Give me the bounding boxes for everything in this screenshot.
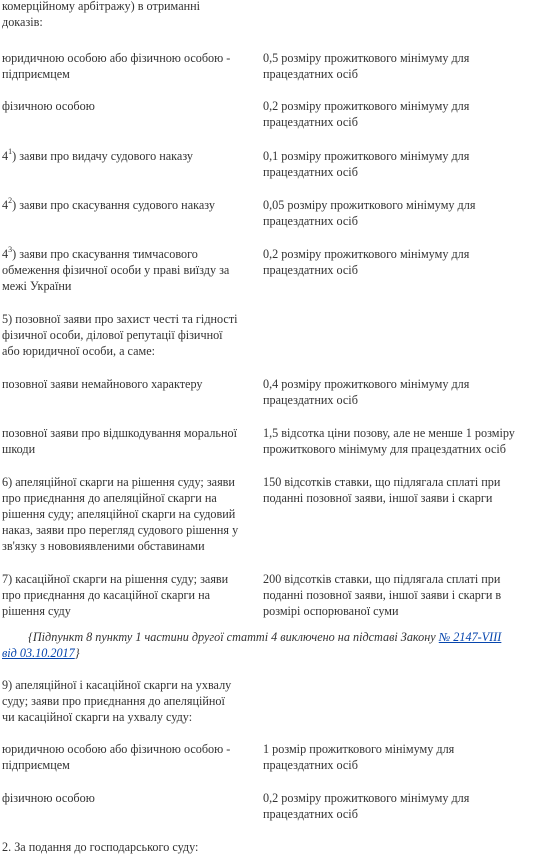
row-11-left-line-0: 9) апеляційної і касаційної скарги на ухвалу xyxy=(2,678,232,692)
row-12-left-line-0: юридичною особою або фізичною особою - xyxy=(2,742,231,756)
row-10-left xyxy=(2,571,228,619)
row-11-left xyxy=(2,677,231,725)
row-3-right xyxy=(263,148,469,180)
row-8-left-line-1: шкоди xyxy=(2,442,36,456)
row-7-right-line-1: працездатних осіб xyxy=(263,393,358,407)
row-9-left-line-2: рішення суду; апеляційної скарги на судовий xyxy=(2,507,236,521)
row-5-left xyxy=(2,246,229,294)
row-9-left xyxy=(2,474,238,554)
row-3-left-text: заяви про видачу судового наказу xyxy=(19,149,193,163)
row-4-superscript: 2 xyxy=(8,196,13,205)
row-5-left-text: заяви про скасування тимчасового xyxy=(19,247,198,261)
row-6-left xyxy=(2,311,238,359)
amendment-note-line-2 xyxy=(2,646,80,660)
row-4-number: 4 xyxy=(2,198,9,212)
row-4-left-line-0: $4^2$) заяви про скасування судового наказу xyxy=(2,196,215,212)
row-10-right-line-1: поданні позовної заяви, іншої заяви і скарги в xyxy=(263,588,502,602)
amendment-note xyxy=(2,629,552,661)
row-5-right-line-1: працездатних осіб xyxy=(263,263,358,277)
row-1-left-line-1: підприємцем xyxy=(2,67,70,81)
row-8-left-line-0: позовної заяви про відшкодування моральної xyxy=(2,426,237,440)
row-4-right-line-1: працездатних осіб xyxy=(263,214,358,228)
row-2-right xyxy=(263,98,469,130)
row-5-right-line-0: 0,2 розміру прожиткового мінімуму для xyxy=(263,247,470,261)
amendment-note-close: } xyxy=(74,646,80,660)
row-13-right xyxy=(263,790,469,822)
row-4-right-line-0: 0,05 розміру прожиткового мінімуму для xyxy=(263,198,476,212)
row-12-right-line-0: 1 розмір прожиткового мінімуму для xyxy=(263,742,455,756)
row-1-right xyxy=(263,50,469,82)
row-7-right xyxy=(263,376,469,408)
row-7-left xyxy=(2,376,203,392)
row-4-left-text: заяви про скасування судового наказу xyxy=(19,198,215,212)
row-0-left-line-0: комерційному арбітражу) в отриманні xyxy=(2,0,201,13)
row-5-left-line-1: обмеження фізичної особи у праві виїзду за xyxy=(2,263,230,277)
amendment-note-text: {Підпункт 8 пункту 1 частини другої статті 4 виключено на підставі Закону xyxy=(28,630,439,644)
row-8-right xyxy=(263,425,515,457)
row-10-right-line-0: 200 відсотків ставки, що підлягала сплаті при xyxy=(263,572,501,586)
row-9-left-line-4: зв'язку з нововиявленими обставинами xyxy=(2,539,205,553)
row-8-right-line-0: 1,5 відсотка ціни позову, але не менше 1 розміру xyxy=(263,426,515,440)
row-3-number: 4 xyxy=(2,149,9,163)
row-13-left xyxy=(2,790,95,806)
row-9-left-line-0: 6) апеляційної скарги на рішення суду; заяви xyxy=(2,475,235,489)
row-0-left xyxy=(2,0,200,30)
row-2-left-line-0: фізичною особою xyxy=(2,99,95,113)
row-3-right-line-1: працездатних осіб xyxy=(263,165,358,179)
row-11-left-line-1: суду; заяви про приєднання до апеляційної xyxy=(2,694,225,708)
row-12-left-line-1: підприємцем xyxy=(2,758,70,772)
row-5-right xyxy=(263,246,469,278)
row-9-left-line-1: про приєднання до апеляційної скарги на xyxy=(2,491,217,505)
row-13-right-line-1: працездатних осіб xyxy=(263,807,358,821)
row-4-left xyxy=(2,197,215,213)
row-5-left-line-2: межі України xyxy=(2,279,72,293)
row-5-left-line-0: $4^3$) заяви про скасування тимчасового xyxy=(2,245,198,261)
row-13-right-line-0: 0,2 розміру прожиткового мінімуму для xyxy=(263,791,470,805)
row-5-number: 4 xyxy=(2,247,9,261)
row-2-right-line-0: 0,2 розміру прожиткового мінімуму для xyxy=(263,99,470,113)
row-9-right-line-0: 150 відсотків ставки, що підлягала сплаті при xyxy=(263,475,501,489)
row-8-right-line-1: прожиткового мінімуму для працездатних осіб xyxy=(263,442,507,456)
row-7-left-line-0: позовної заяви немайнового характеру xyxy=(2,377,203,391)
row-3-left xyxy=(2,148,193,164)
row-12-right-line-1: працездатних осіб xyxy=(263,758,358,772)
row-3-right-line-0: 0,1 розміру прожиткового мінімуму для xyxy=(263,149,470,163)
row-8-left xyxy=(2,425,237,457)
row-3-superscript: 1 xyxy=(8,147,13,156)
row-6-left-line-1: фізичної особи, ділової репутації фізичної xyxy=(2,328,223,342)
row-12-right xyxy=(263,741,454,773)
row-5-superscript: 3 xyxy=(8,245,13,254)
law-date-link[interactable]: від 03.10.2017 xyxy=(2,646,75,660)
row-2-left xyxy=(2,98,95,114)
row-1-right-line-1: працездатних осіб xyxy=(263,67,358,81)
row-9-right-line-1: поданні позовної заяви, іншої заяви і скарги xyxy=(263,491,493,505)
row-10-left-line-0: 7) касаційної скарги на рішення суду; заяви xyxy=(2,572,229,586)
row-14-left-line-0: 2. За подання до господарського суду: xyxy=(2,840,199,854)
row-14-left xyxy=(2,839,198,855)
row-13-left-line-0: фізичною особою xyxy=(2,791,95,805)
amendment-note-line xyxy=(2,629,552,645)
row-12-left xyxy=(2,741,230,773)
row-10-right-line-2: розмірі оспорюваної суми xyxy=(263,604,399,618)
row-1-right-line-0: 0,5 розміру прожиткового мінімуму для xyxy=(263,51,470,65)
row-6-left-line-0: 5) позовної заяви про захист честі та гідності xyxy=(2,312,238,326)
row-10-left-line-2: рішення суду xyxy=(2,604,71,618)
row-3-left-line-0: $4^1$) заяви про видачу судового наказу xyxy=(2,147,193,163)
row-9-left-line-3: наказ, заяви про перегляд судового рішення у xyxy=(2,523,239,537)
row-9-right xyxy=(263,474,500,506)
row-0-left-line-1: доказів: xyxy=(2,15,43,29)
row-4-right xyxy=(263,197,475,229)
row-2-right-line-1: працездатних осіб xyxy=(263,115,358,129)
row-1-left-line-0: юридичною особою або фізичною особою - xyxy=(2,51,231,65)
row-10-right xyxy=(263,571,501,619)
row-10-left-line-1: про приєднання до касаційної скарги на xyxy=(2,588,211,602)
row-11-left-line-2: чи касаційної скарги на ухвалу суду: xyxy=(2,710,193,724)
law-number-link[interactable]: № 2147-VIII xyxy=(438,630,502,644)
row-7-right-line-0: 0,4 розміру прожиткового мінімуму для xyxy=(263,377,470,391)
row-1-left xyxy=(2,50,230,82)
row-6-left-line-2: або юридичної особи, а саме: xyxy=(2,344,156,358)
